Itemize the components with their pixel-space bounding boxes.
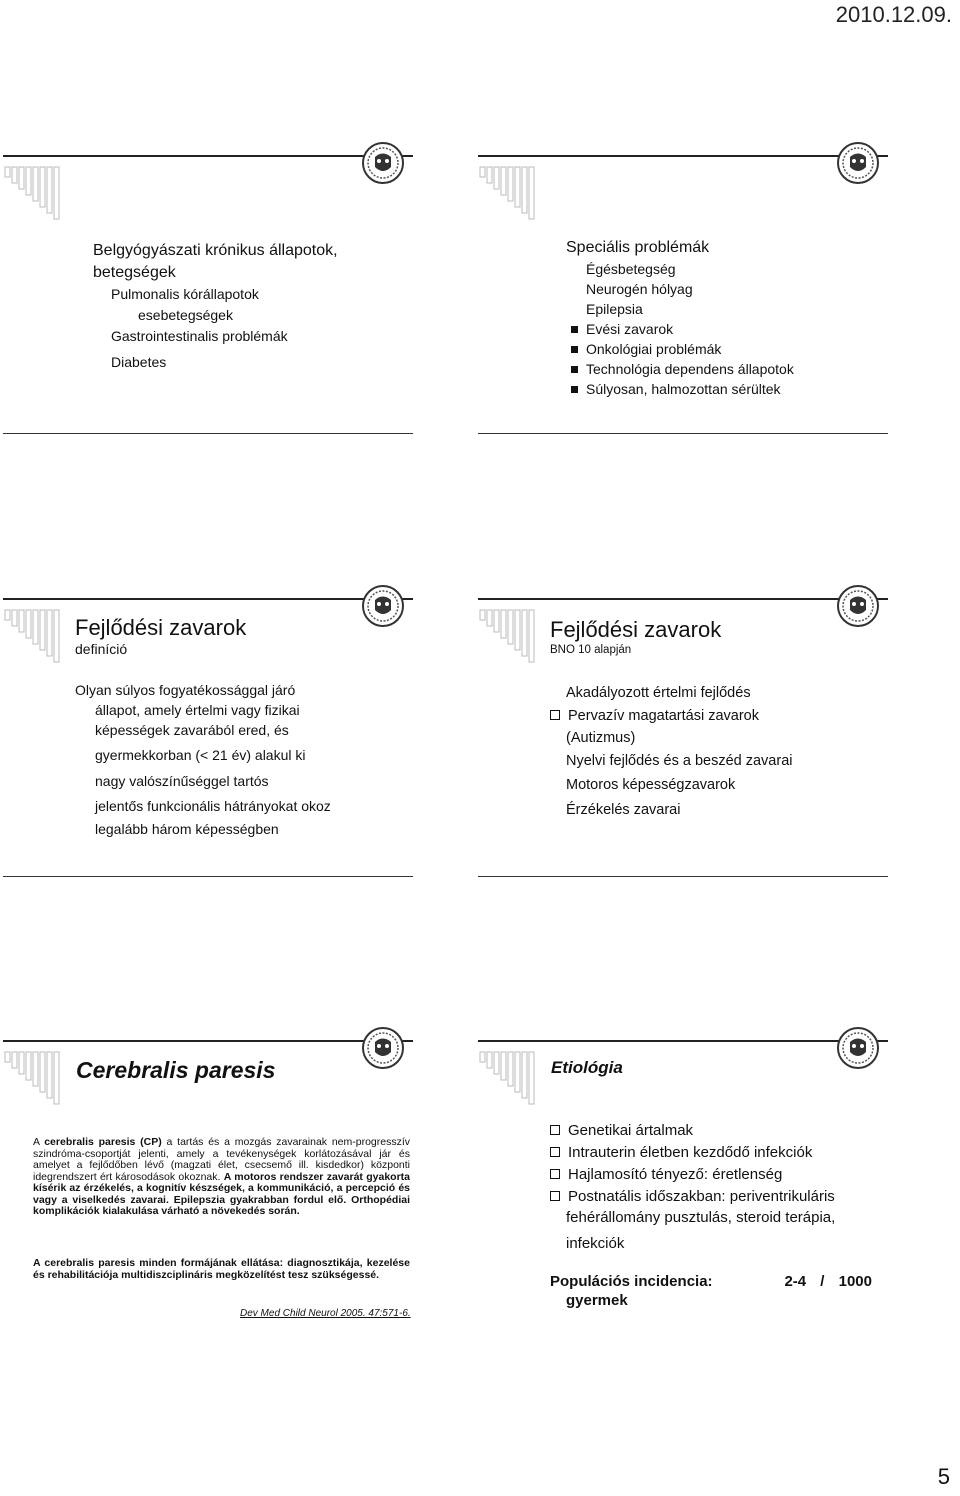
list-item-continuation: fehérállomány pusztulás, steroid terápia, [566,1209,836,1226]
slide-bottom-rule [478,433,888,434]
stripes-decoration-icon [3,606,78,666]
definition-line: jelentős funkcionális hátrányokat okoz [95,798,331,814]
heading-line: betegségek [93,264,176,281]
bullet-item: Onkológiai problémák [571,339,794,359]
checkbox-item: Hajlamosító tényező: éretlenség [550,1164,835,1186]
print-date: 2010.12.09. [835,2,952,27]
definition-line: gyermekkorban (< 21 év) alakul ki [95,747,306,763]
list-item: Érzékelés zavarai [566,802,681,818]
incidence-unit: gyermek [566,1292,628,1309]
slide-subtitle: BNO 10 alapján [550,644,632,656]
list-item-continuation: infekciók [566,1235,625,1252]
slide-bottom-rule [3,433,413,434]
list-item: esebetegségek [138,307,233,323]
slide-title: Etiológia [551,1058,623,1077]
incidence-value: 2-4 / 1000 [784,1273,872,1290]
checkbox-item: Postnatális időszakban: periventrikuláris [550,1186,835,1208]
slide-title: Fejlődési zavarok [75,615,247,640]
list-item: Nyelvi fejlődés és a beszéd zavarai [566,753,793,769]
slide-4 [478,598,888,888]
bullet-item: Technológia dependens állapotok [571,359,794,379]
slide-title: Cerebralis paresis [76,1057,276,1083]
stripes-decoration-icon [478,606,553,666]
list-item: Pulmonalis kórállapotok [111,286,259,302]
stripes-decoration-icon [478,163,553,223]
list-item: Neurogén hólyag [586,281,693,297]
cp-care-note: A cerebralis paresis minden formájának ellátása: diagnosztikája, kezelése és rehabilitációja multidiszciplináris megközelítést tesz szükségessé. [33,1257,410,1281]
definition-line: állapot, amely értelmi vagy fizikai [95,702,300,718]
slide-top-rule [478,155,888,157]
university-seal-icon [836,141,880,185]
definition-line: legalább három képességben [95,821,279,837]
slide-top-rule [478,1040,888,1042]
university-seal-icon [361,1026,405,1070]
page-number: 5 [937,1464,950,1489]
slide-bottom-rule [3,876,413,877]
slide-subtitle: definíció [75,641,128,657]
university-seal-icon [836,1026,880,1070]
university-seal-icon [361,584,405,628]
incidence-label: Populációs incidencia: [550,1273,713,1290]
list-item: Akadályozott értelmi fejlődés [566,685,751,701]
university-seal-icon [361,141,405,185]
definition-line: képességek zavarából ered, és [95,722,289,738]
slide-5 [3,1040,413,1340]
definition-line: Olyan súlyos fogyatékossággal járó [75,682,296,698]
slide-6 [478,1040,888,1340]
list-item: Égésbetegség [586,261,676,277]
reference-link[interactable]: Dev Med Child Neurol 2005. 47:571-6. [240,1308,411,1319]
slide-top-rule [478,598,888,600]
slide-3 [3,598,413,888]
slide-title: Speciális problémák [566,239,710,256]
incidence-row [550,1273,872,1290]
stripes-decoration-icon [3,1048,78,1108]
list-item: Epilepsia [586,301,643,317]
slide-2 [478,155,888,445]
slide-top-rule [3,1040,413,1042]
slide-title: Fejlődési zavarok [550,617,722,642]
slide-1 [3,155,413,445]
cp-definition: A cerebralis paresis (CP) a tartás és a mozgás zavarainak nem-progresszív szindróma-csoportját jelenti, amely a tevékenységek korlátozásával jár és amelyet a fejlődőben lévő (magzati élet, csecsemő ill. kisdedkor) központi idegrendszert ért károsodások okoznak. A motoros rendszer zavarát gyakorta kísérik az érzékelés, a kognitív készségek, a kommunikáció, a percepció és vagy a viselkedés zavarai. Epilepszia gyakrabban fordul elő. Orthopédiai komplikációk kialakulása várható a növekedés során. [33,1136,411,1217]
university-seal-icon [836,584,880,628]
checkbox-item: Intrauterin életben kezdődő infekciók [550,1142,835,1164]
slide-top-rule [3,598,413,600]
list-item: Motoros képességzavarok [566,777,736,793]
bullet-item: Súlyosan, halmozottan sérültek [571,379,794,399]
bullet-item: Evési zavarok [571,319,794,339]
list-item: Gastrointestinalis problémák [111,328,288,344]
checkbox-item: Genetikai ártalmak [550,1120,835,1142]
list-item: Diabetes [111,354,167,370]
checkbox-item: Pervazív magatartási zavarok [550,705,792,727]
definition-line: nagy valószínűséggel tartós [95,773,269,789]
stripes-decoration-icon [478,1048,553,1108]
slide-top-rule [3,155,413,157]
list-item: (Autizmus) [566,730,636,746]
heading-line: Belgyógyászati krónikus állapotok, [93,242,338,259]
slide-bottom-rule [478,876,888,877]
stripes-decoration-icon [3,163,78,223]
